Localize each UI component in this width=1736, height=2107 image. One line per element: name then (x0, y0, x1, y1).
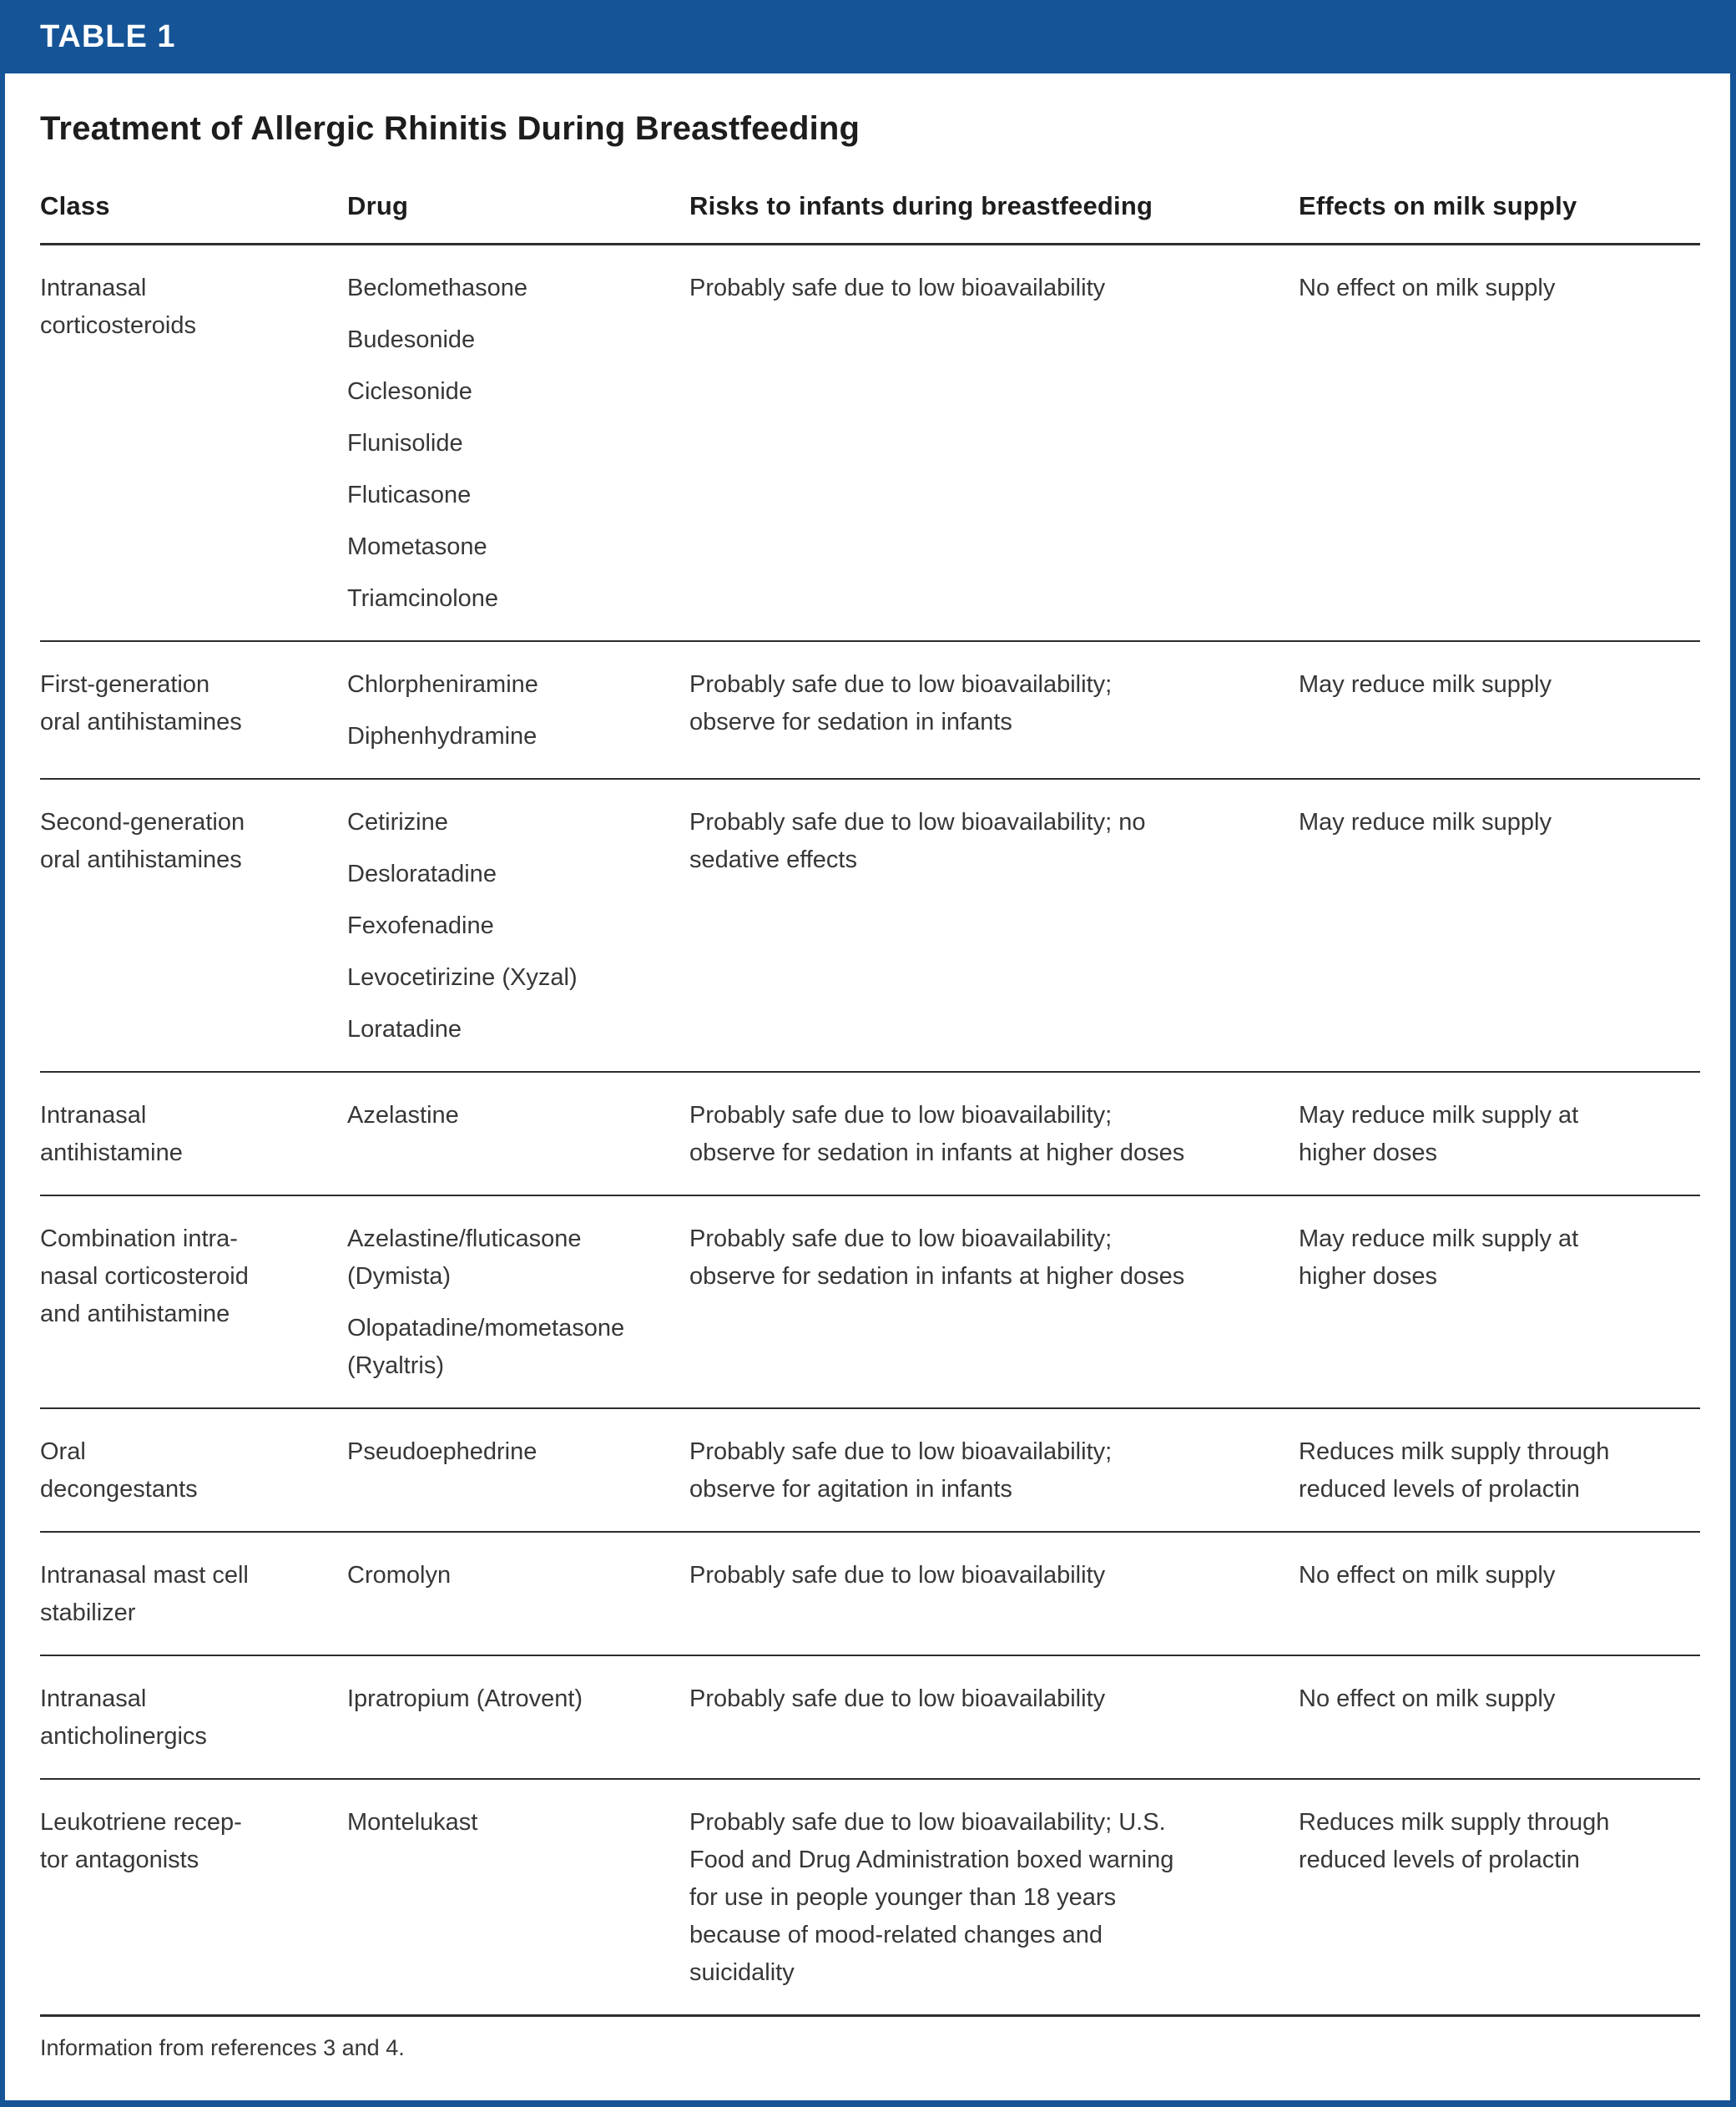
cell-drugs (347, 245, 689, 642)
risks-text: Probably safe due to low bioavailability; observe for sedation in infants (689, 671, 1113, 735)
drug-class-label: Intranasal anticholinergics (40, 1685, 207, 1750)
cell-effects (1299, 641, 1700, 779)
effects-text: No effect on milk supply (1299, 1562, 1556, 1589)
cell-drug-class (40, 1655, 347, 1779)
drug-class-label: Intranasal corticosteroids (40, 275, 196, 339)
drug-name: Flunisolide (347, 430, 463, 457)
cell-risks (689, 1408, 1299, 1532)
table-title: Treatment of Allergic Rhinitis During Breastfeeding (40, 110, 860, 147)
cell-drug-class (40, 1072, 347, 1195)
cell-risks (689, 1655, 1299, 1779)
drug-name: Levocetirizine (Xyzal) (347, 964, 578, 991)
cell-drug-class (40, 779, 347, 1072)
risks-text: Probably safe due to low bioavailability; no sedative effects (689, 809, 1146, 873)
cell-drug-class (40, 1532, 347, 1655)
cell-effects (1299, 1195, 1700, 1408)
column-header-drug: Drug (347, 148, 689, 245)
effects-text: May reduce milk supply at higher doses (1299, 1102, 1579, 1166)
treatment-table (40, 148, 1700, 2017)
drug-class-label: Leukotriene receptor antagonists (40, 1809, 242, 1873)
cell-effects (1299, 1532, 1700, 1655)
table-row (40, 245, 1700, 642)
cell-risks (689, 1072, 1299, 1195)
cell-risks (689, 1195, 1299, 1408)
cell-drug-class (40, 1779, 347, 2016)
table-row (40, 1532, 1700, 1655)
cell-risks (689, 779, 1299, 1072)
effects-text: Reduces milk supply through reduced levels of prolactin (1299, 1438, 1610, 1503)
table-number-label: TABLE 1 (40, 18, 176, 54)
table-row (40, 1072, 1700, 1195)
effects-text: May reduce milk supply (1299, 809, 1552, 836)
risks-text: Probably safe due to low bioavailability; observe for sedation in infants at higher doses (689, 1102, 1185, 1166)
cell-drug-class (40, 1408, 347, 1532)
cell-effects (1299, 1072, 1700, 1195)
drug-class-label: Combination intranasal corticosteroid and antihistamine (40, 1225, 249, 1327)
table-content (5, 110, 1730, 2064)
cell-drugs (347, 1195, 689, 1408)
table-row (40, 779, 1700, 1072)
cell-drugs (347, 641, 689, 779)
cell-drugs (347, 1532, 689, 1655)
cell-effects (1299, 1779, 1700, 2016)
table-row (40, 1195, 1700, 1408)
column-header-effects: Effects on milk supply (1299, 148, 1700, 245)
drug-name: Olopatadine/mometasone (Ryaltris) (347, 1315, 625, 1379)
column-header-risks: Risks to infants during breastfeeding (689, 148, 1299, 245)
effects-text: Reduces milk supply through reduced levels of prolactin (1299, 1809, 1610, 1873)
drug-name: Loratadine (347, 1016, 462, 1043)
drug-name: Triamcinolone (347, 585, 499, 612)
drug-name: Cetirizine (347, 809, 448, 836)
drug-name: Fexofenadine (347, 912, 494, 939)
cell-drug-class (40, 1195, 347, 1408)
drug-name: Ipratropium (Atrovent) (347, 1685, 583, 1712)
drug-name: Budesonide (347, 326, 476, 353)
drug-class-label: First-generation oral antihistamines (40, 671, 242, 735)
cell-effects (1299, 1408, 1700, 1532)
drug-name: Ciclesonide (347, 378, 472, 405)
drug-name: Diphenhydramine (347, 723, 537, 750)
drug-name: Azelastine (347, 1102, 459, 1129)
drug-class-label: Oral decongestants (40, 1438, 198, 1503)
cell-drugs (347, 779, 689, 1072)
drug-name: Cromolyn (347, 1562, 452, 1589)
table-row (40, 641, 1700, 779)
drug-name: Desloratadine (347, 861, 497, 887)
drug-name: Pseudoephedrine (347, 1438, 537, 1465)
column-header-class: Class (40, 148, 347, 245)
effects-text: May reduce milk supply at higher doses (1299, 1225, 1579, 1290)
drug-name: Azelastine/fluticasone (Dymista) (347, 1225, 582, 1290)
drug-class-label: Intranasal antihistamine (40, 1102, 183, 1166)
drug-name: Montelukast (347, 1809, 478, 1836)
cell-drugs (347, 1655, 689, 1779)
effects-text: May reduce milk supply (1299, 671, 1552, 698)
drug-name: Fluticasone (347, 482, 472, 508)
cell-risks (689, 1779, 1299, 2016)
risks-text: Probably safe due to low bioavailability (689, 1685, 1106, 1712)
drug-class-label: Intranasal mast cell stabilizer (40, 1562, 249, 1626)
drug-name: Mometasone (347, 533, 487, 560)
cell-drugs (347, 1779, 689, 2016)
cell-drugs (347, 1408, 689, 1532)
risks-text: Probably safe due to low bioavailability (689, 275, 1106, 301)
cell-drug-class (40, 641, 347, 779)
cell-drugs (347, 1072, 689, 1195)
cell-effects (1299, 779, 1700, 1072)
drug-name: Chlorpheniramine (347, 671, 538, 698)
drug-name: Beclomethasone (347, 275, 528, 301)
cell-effects (1299, 245, 1700, 642)
cell-effects (1299, 1655, 1700, 1779)
drug-class-label: Second-generation oral antihistamines (40, 809, 245, 873)
effects-text: No effect on milk supply (1299, 275, 1556, 301)
table-row (40, 1655, 1700, 1779)
table-footnote: Information from references 3 and 4. (40, 2035, 405, 2060)
table-row (40, 1779, 1700, 2016)
cell-drug-class (40, 245, 347, 642)
cell-risks (689, 641, 1299, 779)
table-header-row (40, 148, 1700, 245)
cell-risks (689, 245, 1299, 642)
risks-text: Probably safe due to low bioavailability; observe for agitation in infants (689, 1438, 1113, 1503)
cell-risks (689, 1532, 1299, 1655)
table-number-band (5, 0, 1730, 73)
risks-text: Probably safe due to low bioavailability (689, 1562, 1106, 1589)
table-row (40, 1408, 1700, 1532)
risks-text: Probably safe due to low bioavailability; U.S. Food and Drug Administration boxed warning for use in people younger than 18 years because of mood-related changes and suicidality (689, 1809, 1174, 1986)
effects-text: No effect on milk supply (1299, 1685, 1556, 1712)
risks-text: Probably safe due to low bioavailability; observe for sedation in infants at higher doses (689, 1225, 1185, 1290)
